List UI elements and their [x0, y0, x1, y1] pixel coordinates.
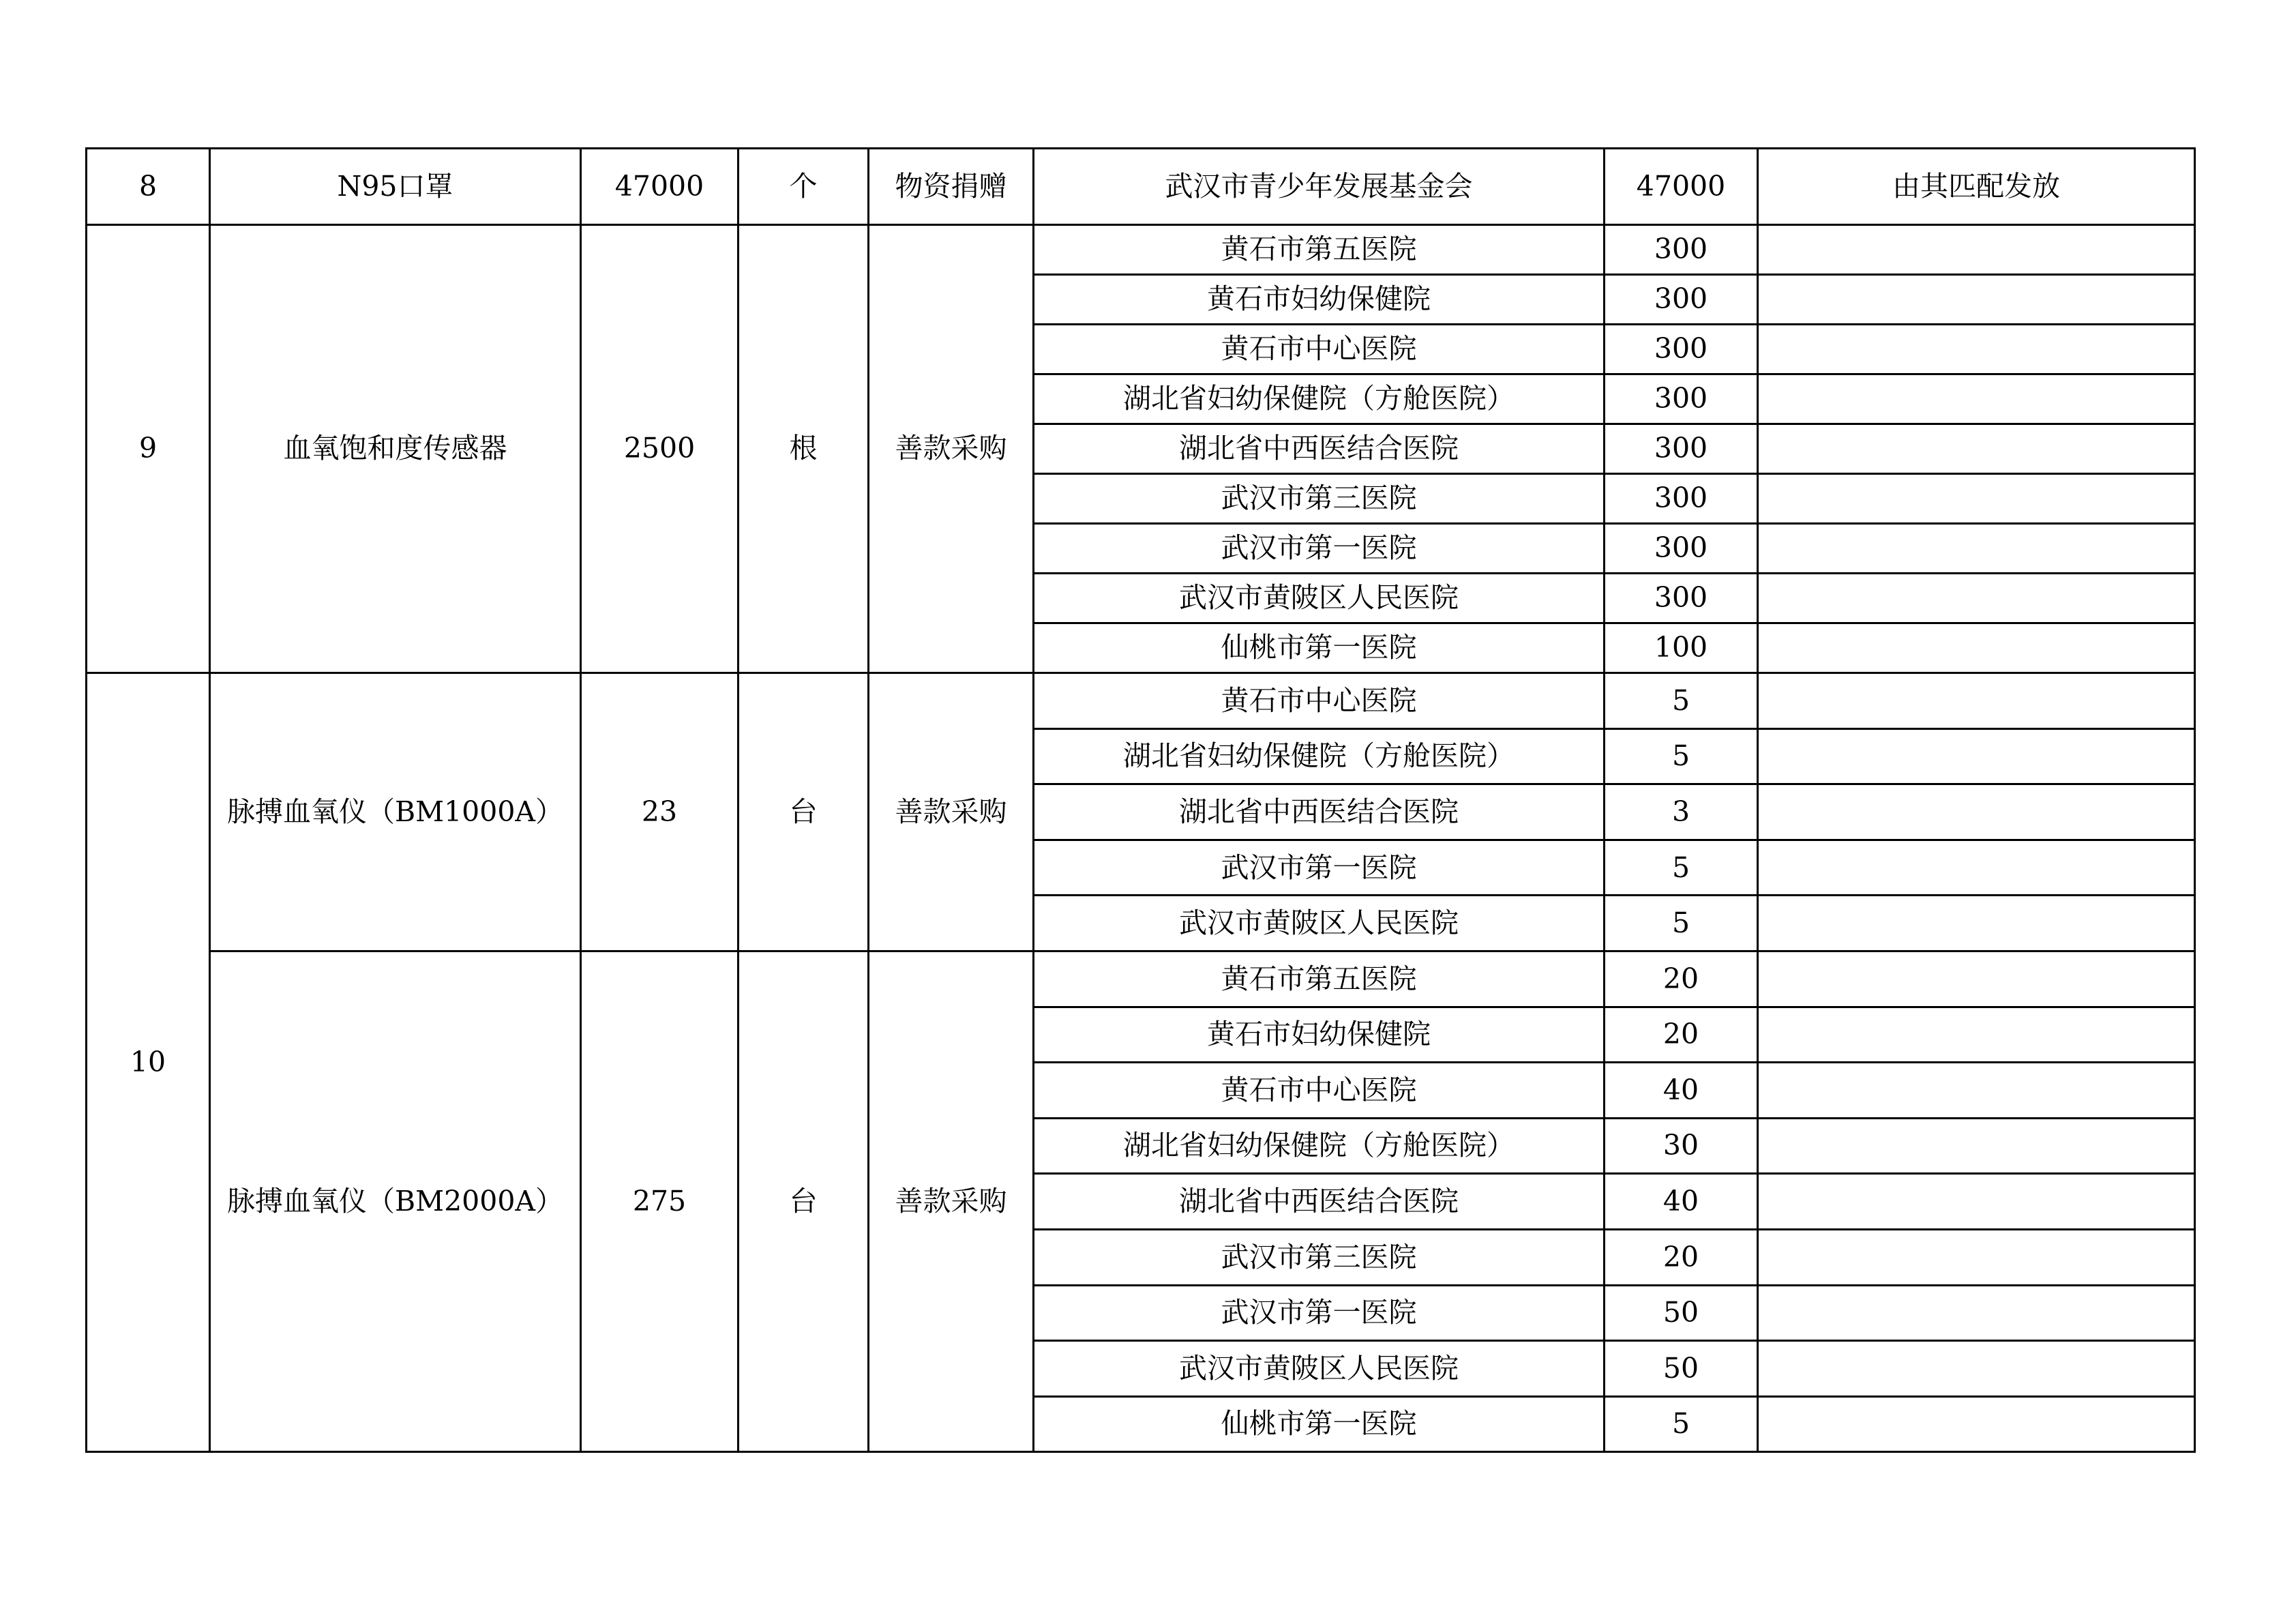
- recipient-name: 仙桃市第一医院: [1034, 623, 1605, 673]
- recipient-qty: 300: [1605, 424, 1758, 474]
- recipient-qty: 40: [1605, 1174, 1758, 1230]
- recipient-qty: 20: [1605, 951, 1758, 1007]
- recipient-qty: 5: [1605, 896, 1758, 951]
- recipient-note: [1758, 623, 2195, 673]
- recipient-qty: 5: [1605, 673, 1758, 729]
- recipient-note: [1758, 1285, 2195, 1341]
- recipient-qty: 300: [1605, 275, 1758, 325]
- recipient-qty: 20: [1605, 1229, 1758, 1285]
- item-number: 10: [87, 673, 210, 1452]
- item-quantity: 275: [581, 951, 739, 1451]
- recipient-qty: 100: [1605, 623, 1758, 673]
- item-unit: 台: [739, 673, 869, 951]
- recipient-note: [1758, 840, 2195, 896]
- recipient-name: 武汉市第一医院: [1034, 840, 1605, 896]
- recipient-name: 仙桃市第一医院: [1034, 1396, 1605, 1452]
- recipient-name: 武汉市第三医院: [1034, 474, 1605, 524]
- item-unit: 个: [739, 149, 869, 225]
- recipient-note: [1758, 325, 2195, 374]
- recipient-qty: 3: [1605, 784, 1758, 840]
- recipient-note: [1758, 574, 2195, 623]
- recipient-note: [1758, 1341, 2195, 1397]
- recipient-name: 湖北省中西医结合医院: [1034, 424, 1605, 474]
- recipient-name: 湖北省妇幼保健院（方舱医院）: [1034, 374, 1605, 424]
- recipient-qty: 300: [1605, 225, 1758, 275]
- table-row: [87, 951, 2195, 1007]
- recipient-note: [1758, 728, 2195, 784]
- recipient-name: 武汉市第一医院: [1034, 1285, 1605, 1341]
- recipient-qty: 300: [1605, 374, 1758, 424]
- recipient-name: 武汉市黄陂区人民医院: [1034, 574, 1605, 623]
- donation-distribution-table: [85, 147, 2196, 1453]
- item-name: 脉搏血氧仪（BM2000A）: [210, 951, 581, 1451]
- recipient-note: [1758, 1007, 2195, 1063]
- recipient-name: 湖北省妇幼保健院（方舱医院）: [1034, 728, 1605, 784]
- item-name: 血氧饱和度传感器: [210, 225, 581, 673]
- recipient-qty: 40: [1605, 1063, 1758, 1119]
- recipient-name: 湖北省中西医结合医院: [1034, 784, 1605, 840]
- item-quantity: 47000: [581, 149, 739, 225]
- item-type: 善款采购: [869, 673, 1034, 951]
- recipient-note: [1758, 474, 2195, 524]
- table-row: [87, 225, 2195, 275]
- recipient-note: [1758, 1174, 2195, 1230]
- recipient-note: [1758, 225, 2195, 275]
- recipient-note: 由其匹配发放: [1758, 149, 2195, 225]
- item-type: 善款采购: [869, 225, 1034, 673]
- item-number: 9: [87, 225, 210, 673]
- recipient-name: 武汉市第一医院: [1034, 524, 1605, 574]
- item-quantity: 23: [581, 673, 739, 951]
- recipient-qty: 5: [1605, 840, 1758, 896]
- table-row: [87, 149, 2195, 225]
- recipient-qty: 47000: [1605, 149, 1758, 225]
- item-name: N95口罩: [210, 149, 581, 225]
- recipient-qty: 300: [1605, 574, 1758, 623]
- recipient-qty: 5: [1605, 728, 1758, 784]
- recipient-name: 湖北省妇幼保健院（方舱医院）: [1034, 1118, 1605, 1174]
- recipient-note: [1758, 1396, 2195, 1452]
- recipient-note: [1758, 1063, 2195, 1119]
- recipient-name: 黄石市妇幼保健院: [1034, 275, 1605, 325]
- recipient-note: [1758, 784, 2195, 840]
- item-type: 物资捐赠: [869, 149, 1034, 225]
- item-name: 脉搏血氧仪（BM1000A）: [210, 673, 581, 951]
- recipient-qty: 50: [1605, 1285, 1758, 1341]
- recipient-note: [1758, 374, 2195, 424]
- recipient-note: [1758, 275, 2195, 325]
- recipient-name: 黄石市中心医院: [1034, 673, 1605, 729]
- recipient-note: [1758, 1118, 2195, 1174]
- recipient-qty: 50: [1605, 1341, 1758, 1397]
- recipient-qty: 300: [1605, 325, 1758, 374]
- item-unit: 台: [739, 951, 869, 1451]
- recipient-name: 武汉市第三医院: [1034, 1229, 1605, 1285]
- recipient-name: 武汉市青少年发展基金会: [1034, 149, 1605, 225]
- recipient-note: [1758, 673, 2195, 729]
- item-type: 善款采购: [869, 951, 1034, 1451]
- item-quantity: 2500: [581, 225, 739, 673]
- recipient-name: 黄石市第五医院: [1034, 951, 1605, 1007]
- recipient-qty: 5: [1605, 1396, 1758, 1452]
- recipient-name: 黄石市中心医院: [1034, 325, 1605, 374]
- table-row: [87, 673, 2195, 729]
- recipient-name: 黄石市中心医院: [1034, 1063, 1605, 1119]
- recipient-note: [1758, 424, 2195, 474]
- recipient-name: 黄石市妇幼保健院: [1034, 1007, 1605, 1063]
- recipient-note: [1758, 951, 2195, 1007]
- recipient-qty: 300: [1605, 474, 1758, 524]
- recipient-qty: 300: [1605, 524, 1758, 574]
- recipient-note: [1758, 896, 2195, 951]
- recipient-name: 湖北省中西医结合医院: [1034, 1174, 1605, 1230]
- recipient-qty: 20: [1605, 1007, 1758, 1063]
- recipient-name: 黄石市第五医院: [1034, 225, 1605, 275]
- recipient-qty: 30: [1605, 1118, 1758, 1174]
- item-unit: 根: [739, 225, 869, 673]
- recipient-note: [1758, 524, 2195, 574]
- item-number: 8: [87, 149, 210, 225]
- recipient-name: 武汉市黄陂区人民医院: [1034, 896, 1605, 951]
- recipient-note: [1758, 1229, 2195, 1285]
- recipient-name: 武汉市黄陂区人民医院: [1034, 1341, 1605, 1397]
